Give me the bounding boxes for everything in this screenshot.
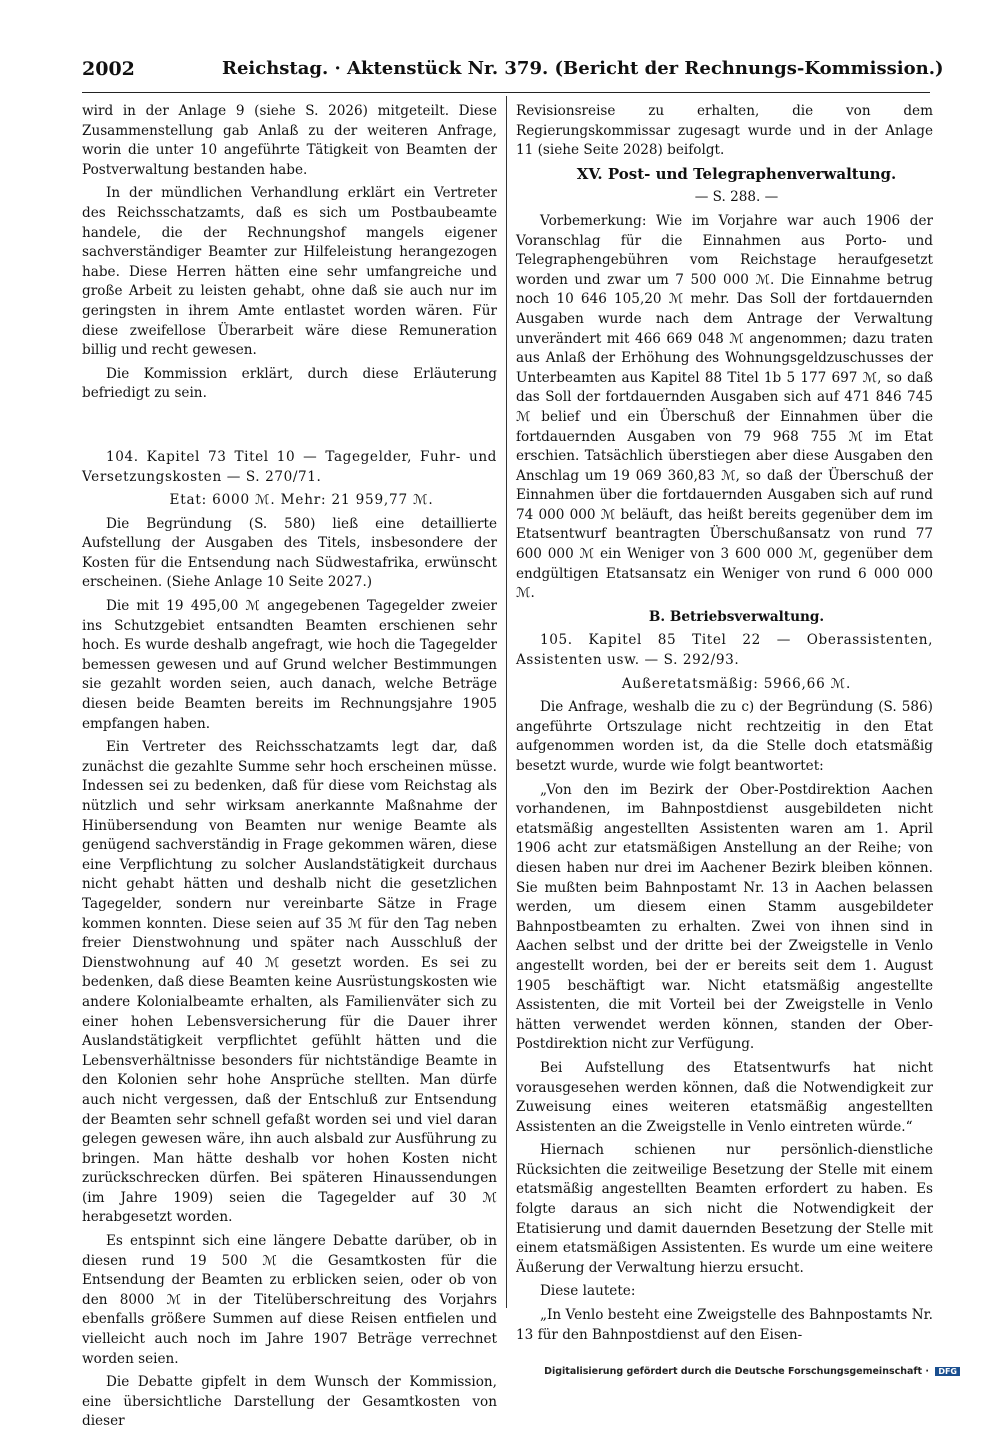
footer-text: Digitalisierung gefördert durch die Deutsche Forschungsgemeinschaft ·: [544, 1366, 930, 1377]
paragraph: Die Kommission erklärt, durch diese Erläuterung befriedigt zu sein.: [82, 365, 497, 402]
paragraph: Revisionsreise zu erhalten, die von dem Regierungskommissar zugesagt wurde und in der Anlage 11 (siehe Seite 2028) beifolgt.: [516, 103, 933, 159]
column-divider: [506, 96, 507, 1308]
paragraph: Die mit 19 495,00 ℳ angegebenen Tagegelder zweier ins Schutzgebiet entsandten Beamten erschienen sehr hoch. Es wurde deshalb angefragt, wie hoch die Tagegelder bemessen gewesen und auf Grund welcher Bestimmungen sie gezahlt worden seien, auch danach, welche Beträge diesen beide Beamten bereits im Rechnungsjahre 1905 empfangen haben.: [82, 598, 497, 732]
digitization-credit: [544, 1366, 960, 1377]
section-heading: XV. Post- und Telegraphenverwaltung.: [576, 164, 897, 183]
page-header: [82, 58, 944, 86]
paragraph: Hiernach schienen nur persönlich-dienstliche Rücksichten die zeitweilige Besetzung der Stelle mit einem etatsmäßig angestellten Beamten erfordert zu haben. Es folgte daraus an sich nicht die Notwendigkeit der Etatisierung und damit dauernden Besetzung der Stelle mit einem etatsmäßigen Assistenten. Es wurde um eine weitere Äußerung der Verwaltung hierzu ersucht.: [516, 1142, 933, 1276]
paragraph: Die Begründung (S. 580) ließ eine detaillierte Aufstellung der Ausgaben des Titels, insbesondere der Kosten für die Entsendung nach Südwestafrika, erwünscht erscheinen. (Siehe Anlage 10 Seite 2027.): [82, 515, 497, 591]
item-heading-105: 105. Kapitel 85 Titel 22 — Oberassistenten, Assistenten usw. — S. 292/93.: [516, 632, 933, 669]
item-etat-104: Etat: 6000 ℳ. Mehr: 21 959,77 ℳ.: [169, 492, 434, 509]
paragraph: Die Anfrage, weshalb die zu c) der Begründung (S. 586) angeführte Ortszulage nicht rechtzeitig in den Etat aufgenommen worden ist, da die Stelle doch etatsmäßig besetzt wurde, wurde wie folgt beantwortet:: [516, 699, 933, 774]
paragraph: Vorbemerkung: Wie im Vorjahre war auch 1906 der Voranschlag für die Einnahmen aus Porto- und Telegraphengebühren vom Reichstage heraufgesetzt worden und zwar um 7 500 000 ℳ. Die Einnahme betrug noch 10 646 105,20 ℳ mehr. Das Soll der fortdauernden Ausgaben wurde nach dem Antrage der Verwaltung unverändert mit 466 669 048 ℳ angenommen; dazu traten aus Anlaß der Erhöhung des Wohnungsgeldzuschusses der Unterbeamten aus Kapitel 88 Titel 1b 5 177 697 ℳ, so daß das Soll der fortdauernden Ausgaben sich auf 471 846 745 ℳ belief und ein Überschuß der Einnahmen über die fortdauernden Ausgaben von 79 968 755 ℳ im Etat erschien. Tatsächlich überstiegen aber diese Ausgaben den Anschlag um 19 069 360,83 ℳ, so daß der Überschuß der Einnahmen über die fortdauernden Ausgaben sich auf rund 74 000 000 ℳ beläuft, das heißt bereits gegenüber dem im Etatsentwurf beantragten Überschußansatz von rund 77 600 000 ℳ ein Weniger von 3 600 000 ℳ, gegenüber dem endgültigen Etatsansatz ein Weniger von rund 6 000 000 ℳ.: [516, 212, 933, 602]
running-title: Reichstag. · Aktenstück Nr. 379. (Bericht der Rechnungs-Kommission.): [222, 58, 944, 79]
paragraph: Es entspinnt sich eine längere Debatte darüber, ob in diesen rund 19 500 ℳ die Gesamtkosten für die Entsendung der Beamten zu erblicken seien, oder ob von den 8000 ℳ in der Titelüberschreitung des Vorjahrs ebenfalls größere Summen auf diese Reisen entfielen und vielleicht auch noch im Jahre 1907 Beträge verrechnet worden seien.: [82, 1233, 497, 1367]
item-heading-104: 104. Kapitel 73 Titel 10 — Tagegelder, Fuhr- und Versetzungskosten — S. 270/71.: [82, 448, 497, 485]
left-column: [82, 102, 497, 1436]
paragraph: wird in der Anlage 9 (siehe S. 2026) mitgeteilt. Diese Zusammenstellung gab Anlaß zu der weiteren Anfrage, worin die unter 10 angeführte Tätigkeit von Beamten der Postverwaltung bestanden habe.: [82, 103, 497, 178]
quotation: „Von den im Bezirk der Ober-Postdirektion Aachen vorhandenen, im Bahnpostdienst ausgebildeten nicht etatsmäßig angestellten Assistenten waren am 1. April 1906 acht zur etatsmäßigen Anstellung an der Reihe; von diesen haben nur drei im Aachener Bezirk bleiben können. Sie mußten beim Bahnpostamt Nr. 13 in Aachen belassen werden, um diesem einen Stamm ausgebildeter Bahnpostbeamten zu erhalten. Zwei von ihnen sind in Aachen selbst und der dritte bei der Zweigstelle in Venlo angestellt worden, bei der er bereits seit dem 1. August 1905 beschäftigt war. Nicht etatsmäßig angestellte Assistenten, die mit Vorteil bei der Zweigstelle in Venlo hätten verwendet werden können, standen der Ober-Postdirektion nicht zur Verfügung.: [516, 781, 933, 1053]
item-etat-105: Außeretatsmäßig: 5966,66 ℳ.: [621, 675, 852, 692]
dfg-logo: DFG: [935, 1367, 960, 1376]
paragraph: Ein Vertreter des Reichsschatzamts legt dar, daß zunächst die gezahlte Summe sehr hoch erscheinen müsse. Indessen sei zu bedenken, daß für diese vom Reichstag als nützlich und sehr wirksam anerkannte Maßnahme der Hinübersendung von Beamten nur wenige Beamte als genügend sachverständig in Frage gekommen wären, diese eine Verpflichtung zu solcher Auslandstätigkeit durchaus nicht gehabt hätten und deshalb nicht die gesetzlichen Tagegelder, sondern nur vereinbarte Sätze in Frage kommen konnten. Diese seien auf 35 ℳ für den Tag neben freier Dienstwohnung und später nach Ausschluß der Dienstwohnung auf 40 ℳ gesetzt worden. Es sei zu bedenken, daß diese Beamten keine Ausrüstungskosten wie andere Kolonialbeamte erhalten, als Familienväter sich zu einer hohen Lebensversicherung für die Dauer ihrer Auslandstätigkeit verpflichtet gefühlt hätten und die Lebensverhältnisse besonders für nichtständige Beamte in den Kolonien sehr hohe Ansprüche stellten. Man dürfe auch nicht vergessen, daß der Entschluß zur Entsendung der Beamten sehr schnell gefaßt worden sei und viel daran gelegen gewesen wäre, ihn auch alsbald zur Ausführung zu bringen. Man hätte deshalb vor hohen Kosten nicht zurückschrecken dürfen. Bei späteren Hinaussendungen (im Jahre 1909) seien die Tagegelder auf 30 ℳ herabgesetzt worden.: [82, 739, 497, 1226]
right-column: [516, 102, 933, 1349]
page-number: 2002: [82, 58, 135, 80]
paragraph: In der mündlichen Verhandlung erklärt ein Vertreter des Reichsschatzamts, daß es sich um Postbaubeamte handele, die der Rechnungshof mangels eigener sachverständiger Beamter zur Hilfeleistung herangezogen habe. Diese Herren hätten eine sehr umfangreiche und große Arbeit zu leisten gehabt, ohne daß sie auch nur im geringsten in ihrem Amte entlastet worden wären. Für diese zweifellose Überarbeit wäre diese Remuneration billig und recht gewesen.: [82, 185, 497, 359]
paragraph: Die Debatte gipfelt in dem Wunsch der Kommission, eine übersichtliche Darstellung der Gesamtkosten von dieser: [82, 1374, 497, 1430]
paragraph: Diese lautete:: [540, 1283, 636, 1300]
spacer: [82, 408, 497, 448]
quotation: „In Venlo besteht eine Zweigstelle des Bahnpostamts Nr. 13 für den Bahnpostdienst auf den Eisen-: [516, 1307, 933, 1343]
section-page-ref: — S. 288. —: [694, 189, 779, 206]
header-rule: [82, 92, 930, 93]
quotation: Bei Aufstellung des Etatsentwurfs hat nicht vorausgesehen werden können, daß die Notwendigkeit zur Zuweisung eines weiteren etatsmäßig angestellten Assistenten an die Zweigstelle in Venlo eintreten würde.“: [516, 1059, 933, 1135]
subsection-heading: B. Betriebsverwaltung.: [648, 608, 825, 625]
